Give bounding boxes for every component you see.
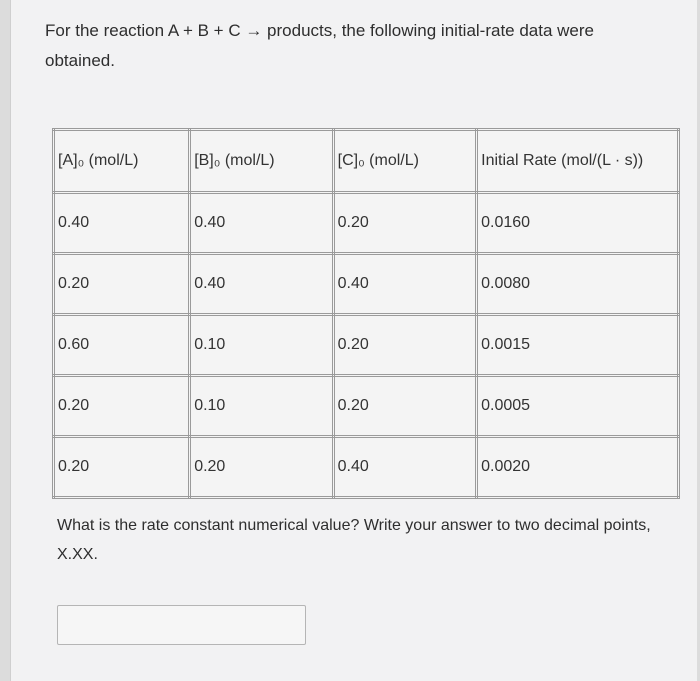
table-cell: 0.20: [190, 437, 333, 498]
table-row: [54, 437, 679, 498]
table-cell: 0.0005: [477, 376, 679, 437]
table-cell: 0.10: [190, 376, 333, 437]
rate-data-table: [52, 128, 680, 499]
table-cell: 0.0080: [477, 254, 679, 315]
table-cell: 0.0020: [477, 437, 679, 498]
table-cell: 0.40: [333, 254, 477, 315]
question-panel: [10, 0, 697, 681]
table-cell: 0.20: [333, 193, 477, 254]
table-cell: 0.0015: [477, 315, 679, 376]
table-row: [54, 376, 679, 437]
table-row: [54, 254, 679, 315]
table-cell: 0.10: [190, 315, 333, 376]
table-header-row: [54, 130, 679, 193]
table-cell: 0.40: [333, 437, 477, 498]
table-row: [54, 193, 679, 254]
table-cell: 0.40: [190, 193, 333, 254]
header-cell-a: [A]₀ (mol/L): [54, 130, 190, 193]
table-cell: 0.20: [333, 376, 477, 437]
question-intro: For the reaction A + B + C → products, the following initial-rate data were obtained.: [45, 21, 595, 70]
question-prompt: What is the rate constant numerical value? Write your answer to two decimal points, X.XX.: [57, 517, 651, 563]
table-row: [54, 315, 679, 376]
table-cell: 0.40: [54, 193, 190, 254]
table-cell: 0.20: [54, 254, 190, 315]
table-cell: 0.20: [54, 437, 190, 498]
table-cell: 0.20: [54, 376, 190, 437]
table-cell: 0.40: [190, 254, 333, 315]
header-cell-rate: Initial Rate (mol/(L · s)): [477, 130, 679, 193]
answer-input[interactable]: [57, 605, 306, 645]
table-cell: 0.0160: [477, 193, 679, 254]
table-cell: 0.20: [333, 315, 477, 376]
header-cell-b: [B]₀ (mol/L): [190, 130, 333, 193]
header-cell-c: [C]₀ (mol/L): [333, 130, 477, 193]
table-cell: 0.60: [54, 315, 190, 376]
